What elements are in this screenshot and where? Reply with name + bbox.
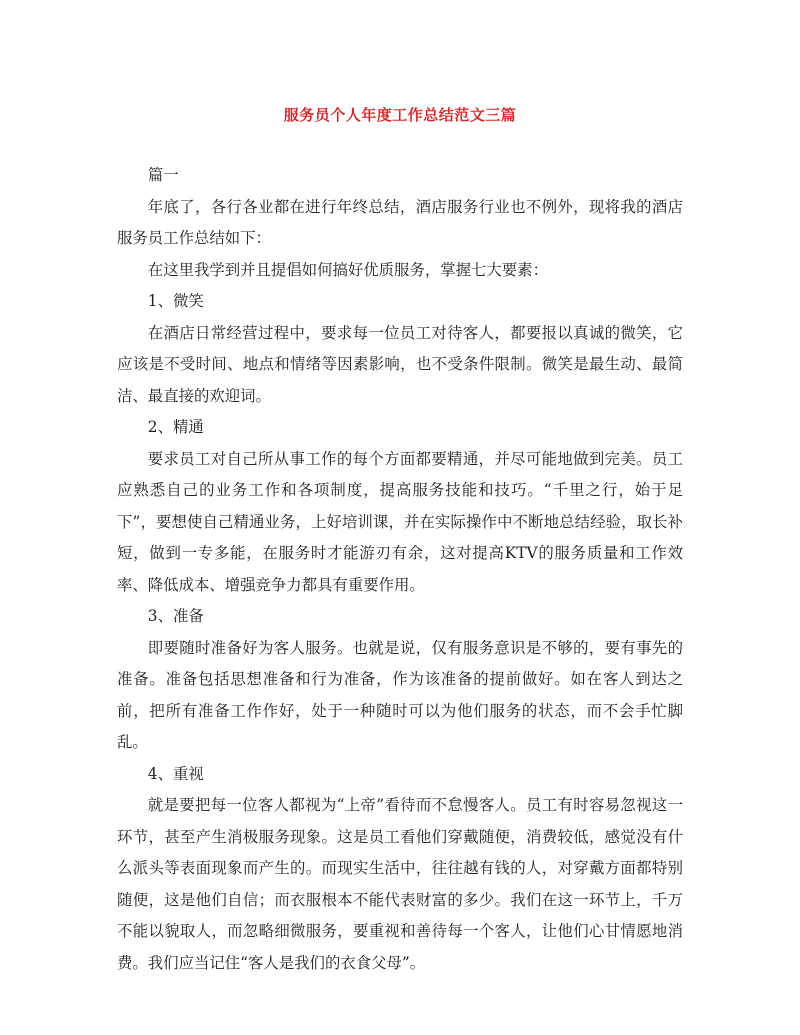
paragraph-overview: 在这里我学到并且提倡如何搞好优质服务，掌握七大要素： — [147, 260, 548, 279]
paragraph-preparation: 即要随时准备好为客人服务。也就是说，仅有服务意识是不够的，要有事先的准备。准备包括思想准备和行为准备，作为该准备的提前做好。如在客人到达之前，把所有准备工作作好，处于一种随时可以为他们服务的状态，而不会手忙脚乱。 — [117, 638, 683, 751]
document-body — [117, 160, 683, 979]
document-title: 服务员个人年度工作总结范文三篇 — [283, 106, 517, 124]
paragraph-section-label: 篇一 — [147, 166, 179, 184]
paragraph-proficiency: 要求员工对自己所从事工作的每个方面都要精通，并尽可能地做到完美。员工应熟悉自己的业务工作和各项制度，提高服务技能和技巧。“千里之行，始于足下”，要想使自己精通业务，上好培训课，并在实际操作中不断地总结经验，取长补短，做到一专多能，在服务时才能游刃有余，这对提高KTV的服务质量和工作效率、降低成本、增强竞争力都具有重要作用。 — [117, 449, 683, 594]
heading-smile: 1、微笑 — [147, 292, 204, 310]
paragraph-attention: 就是要把每一位客人都视为“上帝”看待而不怠慢客人。员工有时容易忽视这一环节，甚至产生消极服务现象。这是员工看他们穿戴随便，消费较低，感觉没有什么派头等表面现象而产生的。而现实生活中，往往越有钱的人，对穿戴方面都特别随便，这是他们自信；而衣服根本不能代表财富的多少。我们在这一环节上，千万不能以貌取人，而忽略细微服务，要重视和善待每一个客人，让他们心甘情愿地消费。我们应当记住“客人是我们的衣食父母”。 — [117, 796, 683, 972]
heading-proficiency: 2、精通 — [147, 418, 204, 436]
heading-preparation: 3、准备 — [147, 607, 204, 625]
paragraph-smile: 在酒店日常经营过程中，要求每一位员工对待客人，都要报以真诚的微笑，它应该是不受时间、地点和情绪等因素影响，也不受条件限制。微笑是最生动、最简洁、最直接的欢迎词。 — [117, 323, 683, 405]
heading-attention: 4、重视 — [147, 764, 204, 783]
paragraph-intro: 年底了，各行各业都在进行年终总结，酒店服务行业也不例外，现将我的酒店服务员工作总结如下： — [117, 197, 683, 247]
